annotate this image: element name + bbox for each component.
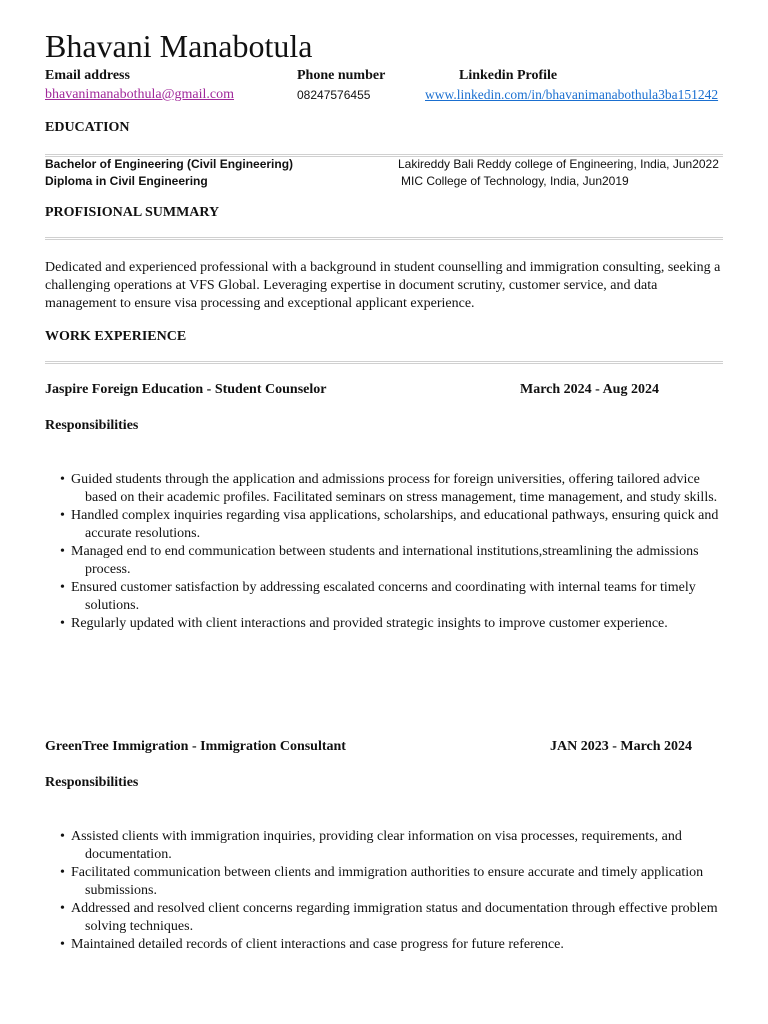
bullet-item xyxy=(60,900,725,936)
bullet-item xyxy=(60,828,725,864)
bullet-item xyxy=(60,507,725,543)
bullet-item xyxy=(60,543,725,579)
bullet-text: Addressed and resolved client concerns regarding immigration status and documentation through effective problem solving techniques. xyxy=(71,901,718,934)
education-heading: EDUCATION xyxy=(45,120,130,135)
bullet-item xyxy=(60,579,725,615)
bullet-text: Managed end to end communication between students and international institutions,streamlining the admissions process. xyxy=(71,544,699,577)
bullet-icon: • xyxy=(60,829,65,844)
work-heading: WORK EXPERIENCE xyxy=(45,329,187,344)
bullet-icon: • xyxy=(60,508,65,523)
email-label: Email address xyxy=(45,68,130,83)
school: MIC College of Technology, India, Jun2019 xyxy=(401,174,629,188)
bullet-text: Maintained detailed records of client interactions and case progress for future reference. xyxy=(71,937,564,952)
phone-label: Phone number xyxy=(297,68,386,83)
divider xyxy=(45,237,723,240)
job-dates: JAN 2023 - March 2024 xyxy=(550,739,693,754)
responsibilities-label: Responsibilities xyxy=(45,418,139,433)
responsibilities-label: Responsibilities xyxy=(45,775,139,790)
bullet-text: Assisted clients with immigration inquiries, providing clear information on visa processes, requirements, and documentation. xyxy=(71,829,682,862)
bullet-text: Facilitated communication between clients and immigration authorities to ensure accurate and timely application submissions. xyxy=(71,865,704,898)
responsibilities-list xyxy=(60,471,725,633)
degree: Bachelor of Engineering (Civil Engineering) xyxy=(45,157,294,171)
bullet-text: Regularly updated with client interactions and provided strategic insights to improve customer experience. xyxy=(71,616,668,631)
bullet-text: Ensured customer satisfaction by addressing escalated concerns and coordinating with internal teams for timely solutions. xyxy=(71,580,696,613)
linkedin-link[interactable]: www.linkedin.com/in/bhavanimanabothula3ba151242 xyxy=(425,87,719,102)
bullet-icon: • xyxy=(60,901,65,916)
divider xyxy=(45,361,723,364)
linkedin-label: Linkedin Profile xyxy=(459,68,558,83)
summary-text: Dedicated and experienced professional with a background in student counselling and immigration consulting, seeking a challenging operations at VFS Global. Leveraging expertise in document scrutiny, customer service, and data management to ensure visa processing and exceptional applicant experience. xyxy=(45,260,721,311)
bullet-icon: • xyxy=(60,580,65,595)
bullet-item xyxy=(60,864,725,900)
job-dates: March 2024 - Aug 2024 xyxy=(520,382,659,397)
responsibilities-list xyxy=(60,828,725,954)
phone-number: 08247576455 xyxy=(297,88,371,102)
bullet-icon: • xyxy=(60,616,65,631)
bullet-icon: • xyxy=(60,865,65,880)
job-title: Jaspire Foreign Education - Student Counselor xyxy=(45,382,327,397)
email-link[interactable]: bhavanimanabothula@gmail.com xyxy=(45,87,235,102)
bullet-icon: • xyxy=(60,937,65,952)
candidate-name: Bhavani Manabotula xyxy=(45,28,313,64)
bullet-text: Guided students through the application and admissions process for foreign universities, offering tailored advice based on their academic profiles. Facilitated seminars on stress management, time management, and study skills. xyxy=(71,472,718,505)
school: Lakireddy Bali Reddy college of Engineering, India, Jun2022 xyxy=(398,157,719,171)
bullet-icon: • xyxy=(60,544,65,559)
job-title: GreenTree Immigration - Immigration Consultant xyxy=(45,739,346,754)
bullet-item xyxy=(60,471,725,507)
summary-heading: PROFISIONAL SUMMARY xyxy=(45,205,220,220)
bullet-icon: • xyxy=(60,472,65,487)
bullet-text: Handled complex inquiries regarding visa applications, scholarships, and educational pathways, ensuring quick and accurate resolutions. xyxy=(71,508,719,541)
bullet-item xyxy=(60,936,725,954)
degree: Diploma in Civil Engineering xyxy=(45,174,208,188)
bullet-item xyxy=(60,615,725,633)
